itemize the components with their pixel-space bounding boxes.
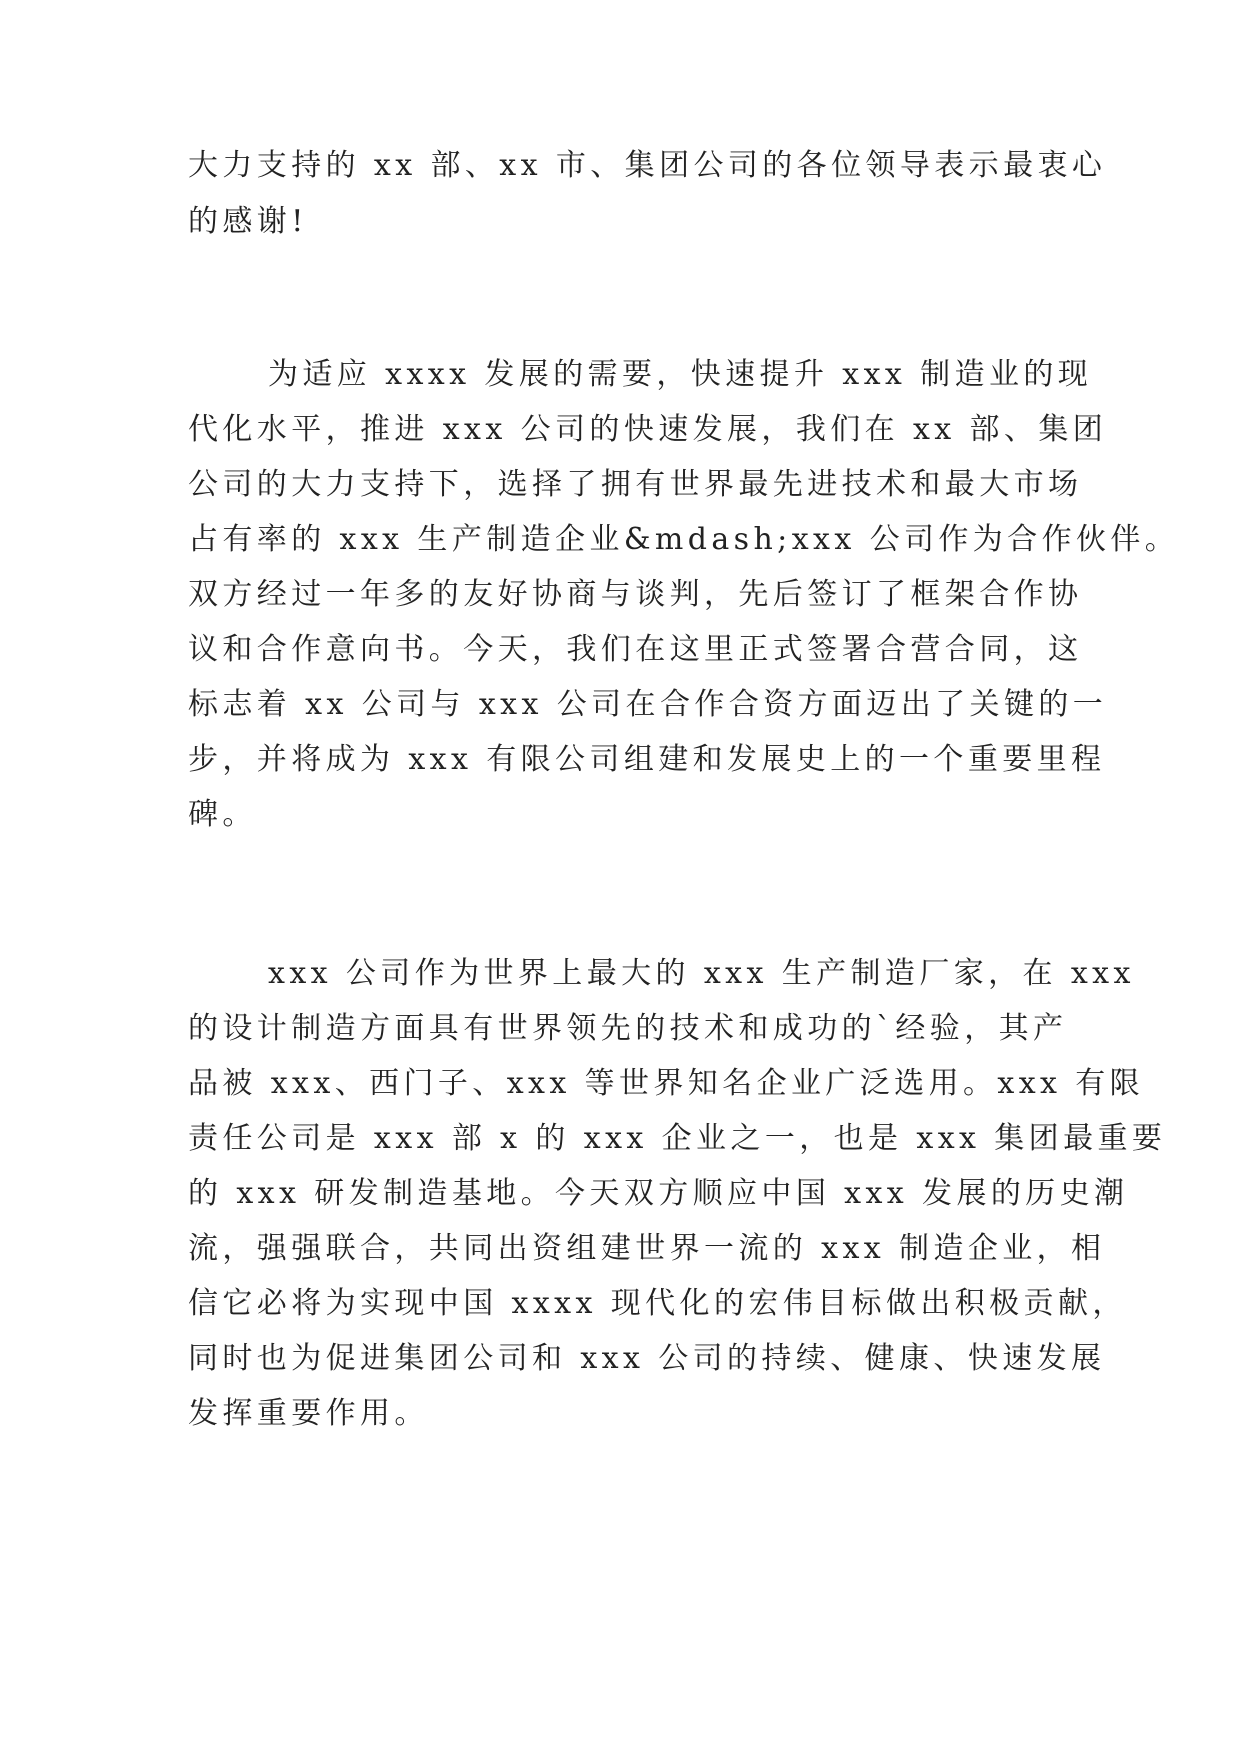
paragraph-1-line-2: 的感谢! [188,204,308,239]
paragraph-2-line-7: 标志着 xx 公司与 xxx 公司在合作合资方面迈出了关键的一 [188,687,1108,722]
paragraph-3-line-5: 的 xxx 研发制造基地。今天双方顺应中国 xxx 发展的历史潮 [188,1176,1129,1211]
paragraph-2-line-5: 双方经过一年多的友好协商与谈判，先后签订了框架合作协 [188,577,1083,612]
paragraph-3-line-3: 品被 xxx、西门子、xxx 等世界知名企业广泛选用。xxx 有限 [188,1066,1145,1101]
paragraph-3-line-8: 同时也为促进集团公司和 xxx 公司的持续、健康、快速发展 [188,1341,1106,1376]
paragraph-2-line-6: 议和合作意向书。今天，我们在这里正式签署合营合同，这 [188,632,1083,667]
paragraph-1-line-1: 大力支持的 xx 部、xx 市、集团公司的各位领导表示最衷心 [188,148,1107,183]
paragraph-2-line-1: 为适应 xxxx 发展的需要，快速提升 xxx 制造业的现 [268,357,1093,392]
paragraph-3-line-9: 发挥重要作用。 [188,1396,429,1431]
paragraph-2-line-3: 公司的大力支持下，选择了拥有世界最先进技术和最大市场 [188,467,1083,502]
paragraph-3-line-6: 流，强强联合，共同出资组建世界一流的 xxx 制造企业，相 [188,1231,1106,1266]
paragraph-2-line-8: 步，并将成为 xxx 有限公司组建和发展史上的一个重要里程 [188,742,1106,777]
paragraph-3-line-2: 的设计制造方面具有世界领先的技术和成功的`经验，其产 [188,1011,1068,1046]
paragraph-2-line-4: 占有率的 xxx 生产制造企业&mdash;xxx 公司作为合作伙伴。 [188,522,1180,557]
paragraph-3-line-1: xxx 公司作为世界上最大的 xxx 生产制造厂家，在 xxx [268,956,1135,991]
paragraph-3-line-7: 信它必将为实现中国 xxxx 现代化的宏伟目标做出积极贡献， [188,1286,1127,1321]
paragraph-3-line-4: 责任公司是 xxx 部 x 的 xxx 企业之一，也是 xxx 集团最重要 [188,1121,1167,1156]
paragraph-2-line-2: 代化水平，推进 xxx 公司的快速发展，我们在 xx 部、集团 [188,412,1108,447]
paragraph-2-line-9: 碑。 [188,797,257,832]
